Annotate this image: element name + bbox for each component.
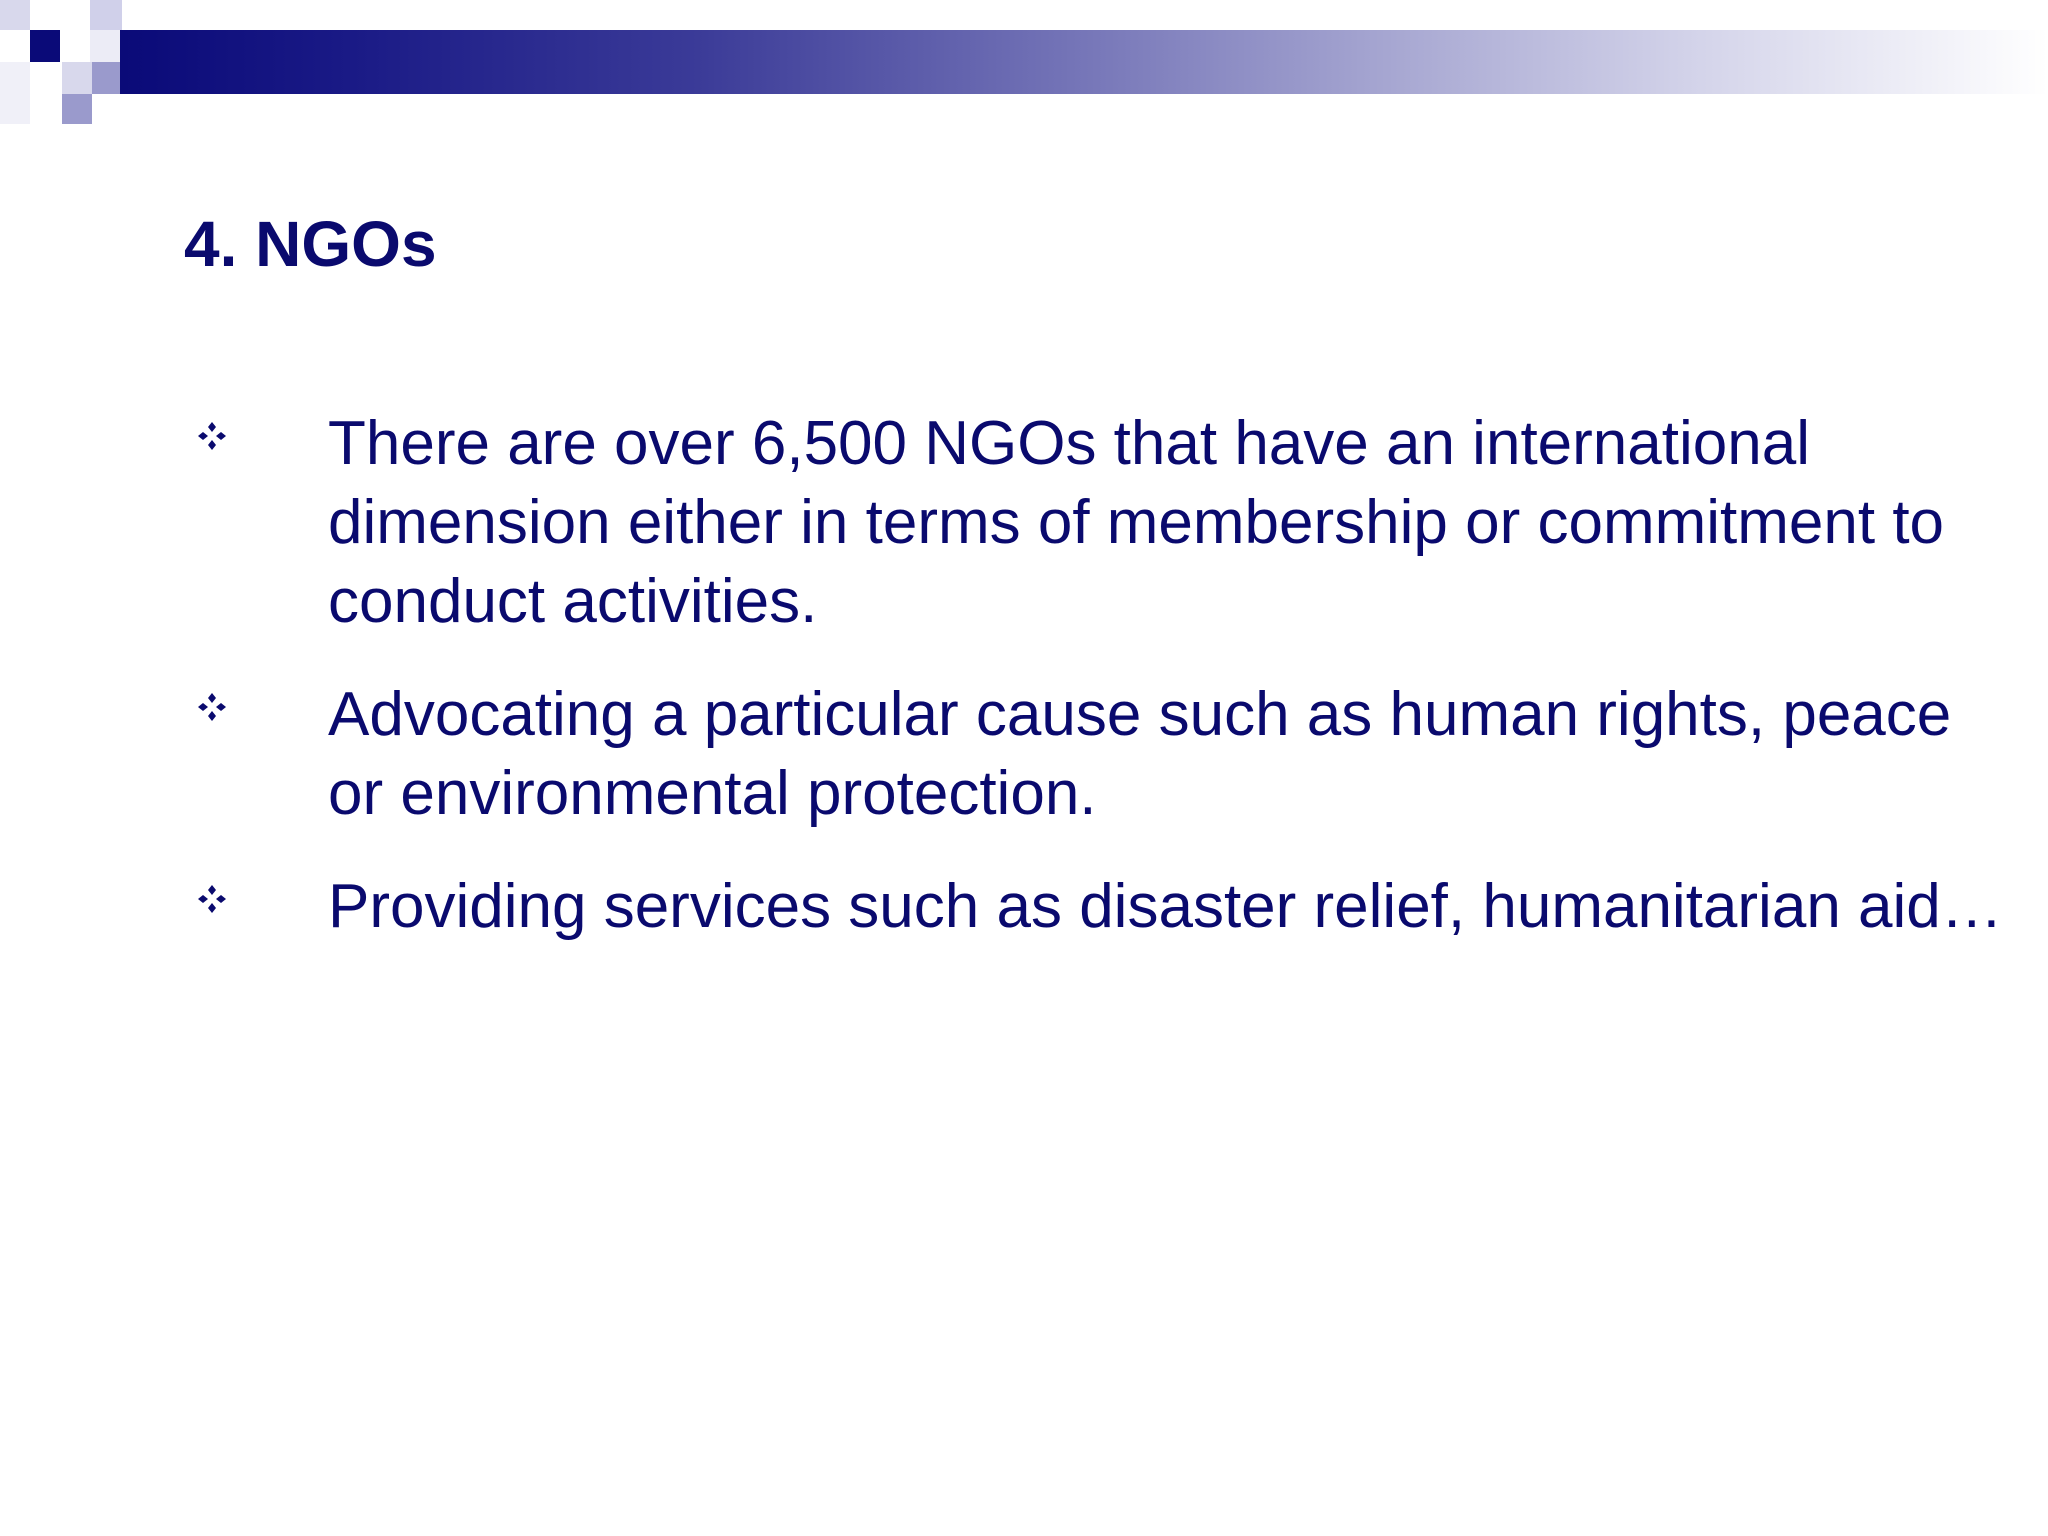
bullet-item	[196, 867, 2016, 946]
decor-square	[30, 30, 60, 62]
decor-square	[62, 94, 92, 124]
bullet-item	[196, 675, 2016, 833]
bullet-item	[196, 404, 2016, 641]
decor-square	[62, 62, 92, 94]
decor-square	[0, 94, 30, 124]
bullet-text: There are over 6,500 NGOs that have an international dimension either in terms of membership or commitment to conduct activities.	[328, 409, 1945, 636]
header-gradient-band	[120, 30, 2048, 94]
slide-title: 4. NGOs	[184, 208, 437, 280]
bullet-text: Providing services such as disaster relief, humanitarian aid…	[328, 872, 2003, 941]
decor-square	[0, 0, 30, 30]
decor-square	[0, 62, 30, 94]
bullet-text: Advocating a particular cause such as human rights, peace or environmental protection.	[328, 680, 1952, 828]
diamond-bullet-icon	[196, 883, 228, 915]
decor-square	[90, 0, 122, 30]
decor-square	[90, 30, 122, 62]
decor-square	[92, 62, 122, 94]
diamond-bullet-icon	[196, 420, 228, 452]
bullet-list	[196, 404, 2016, 980]
diamond-bullet-icon	[196, 691, 228, 723]
